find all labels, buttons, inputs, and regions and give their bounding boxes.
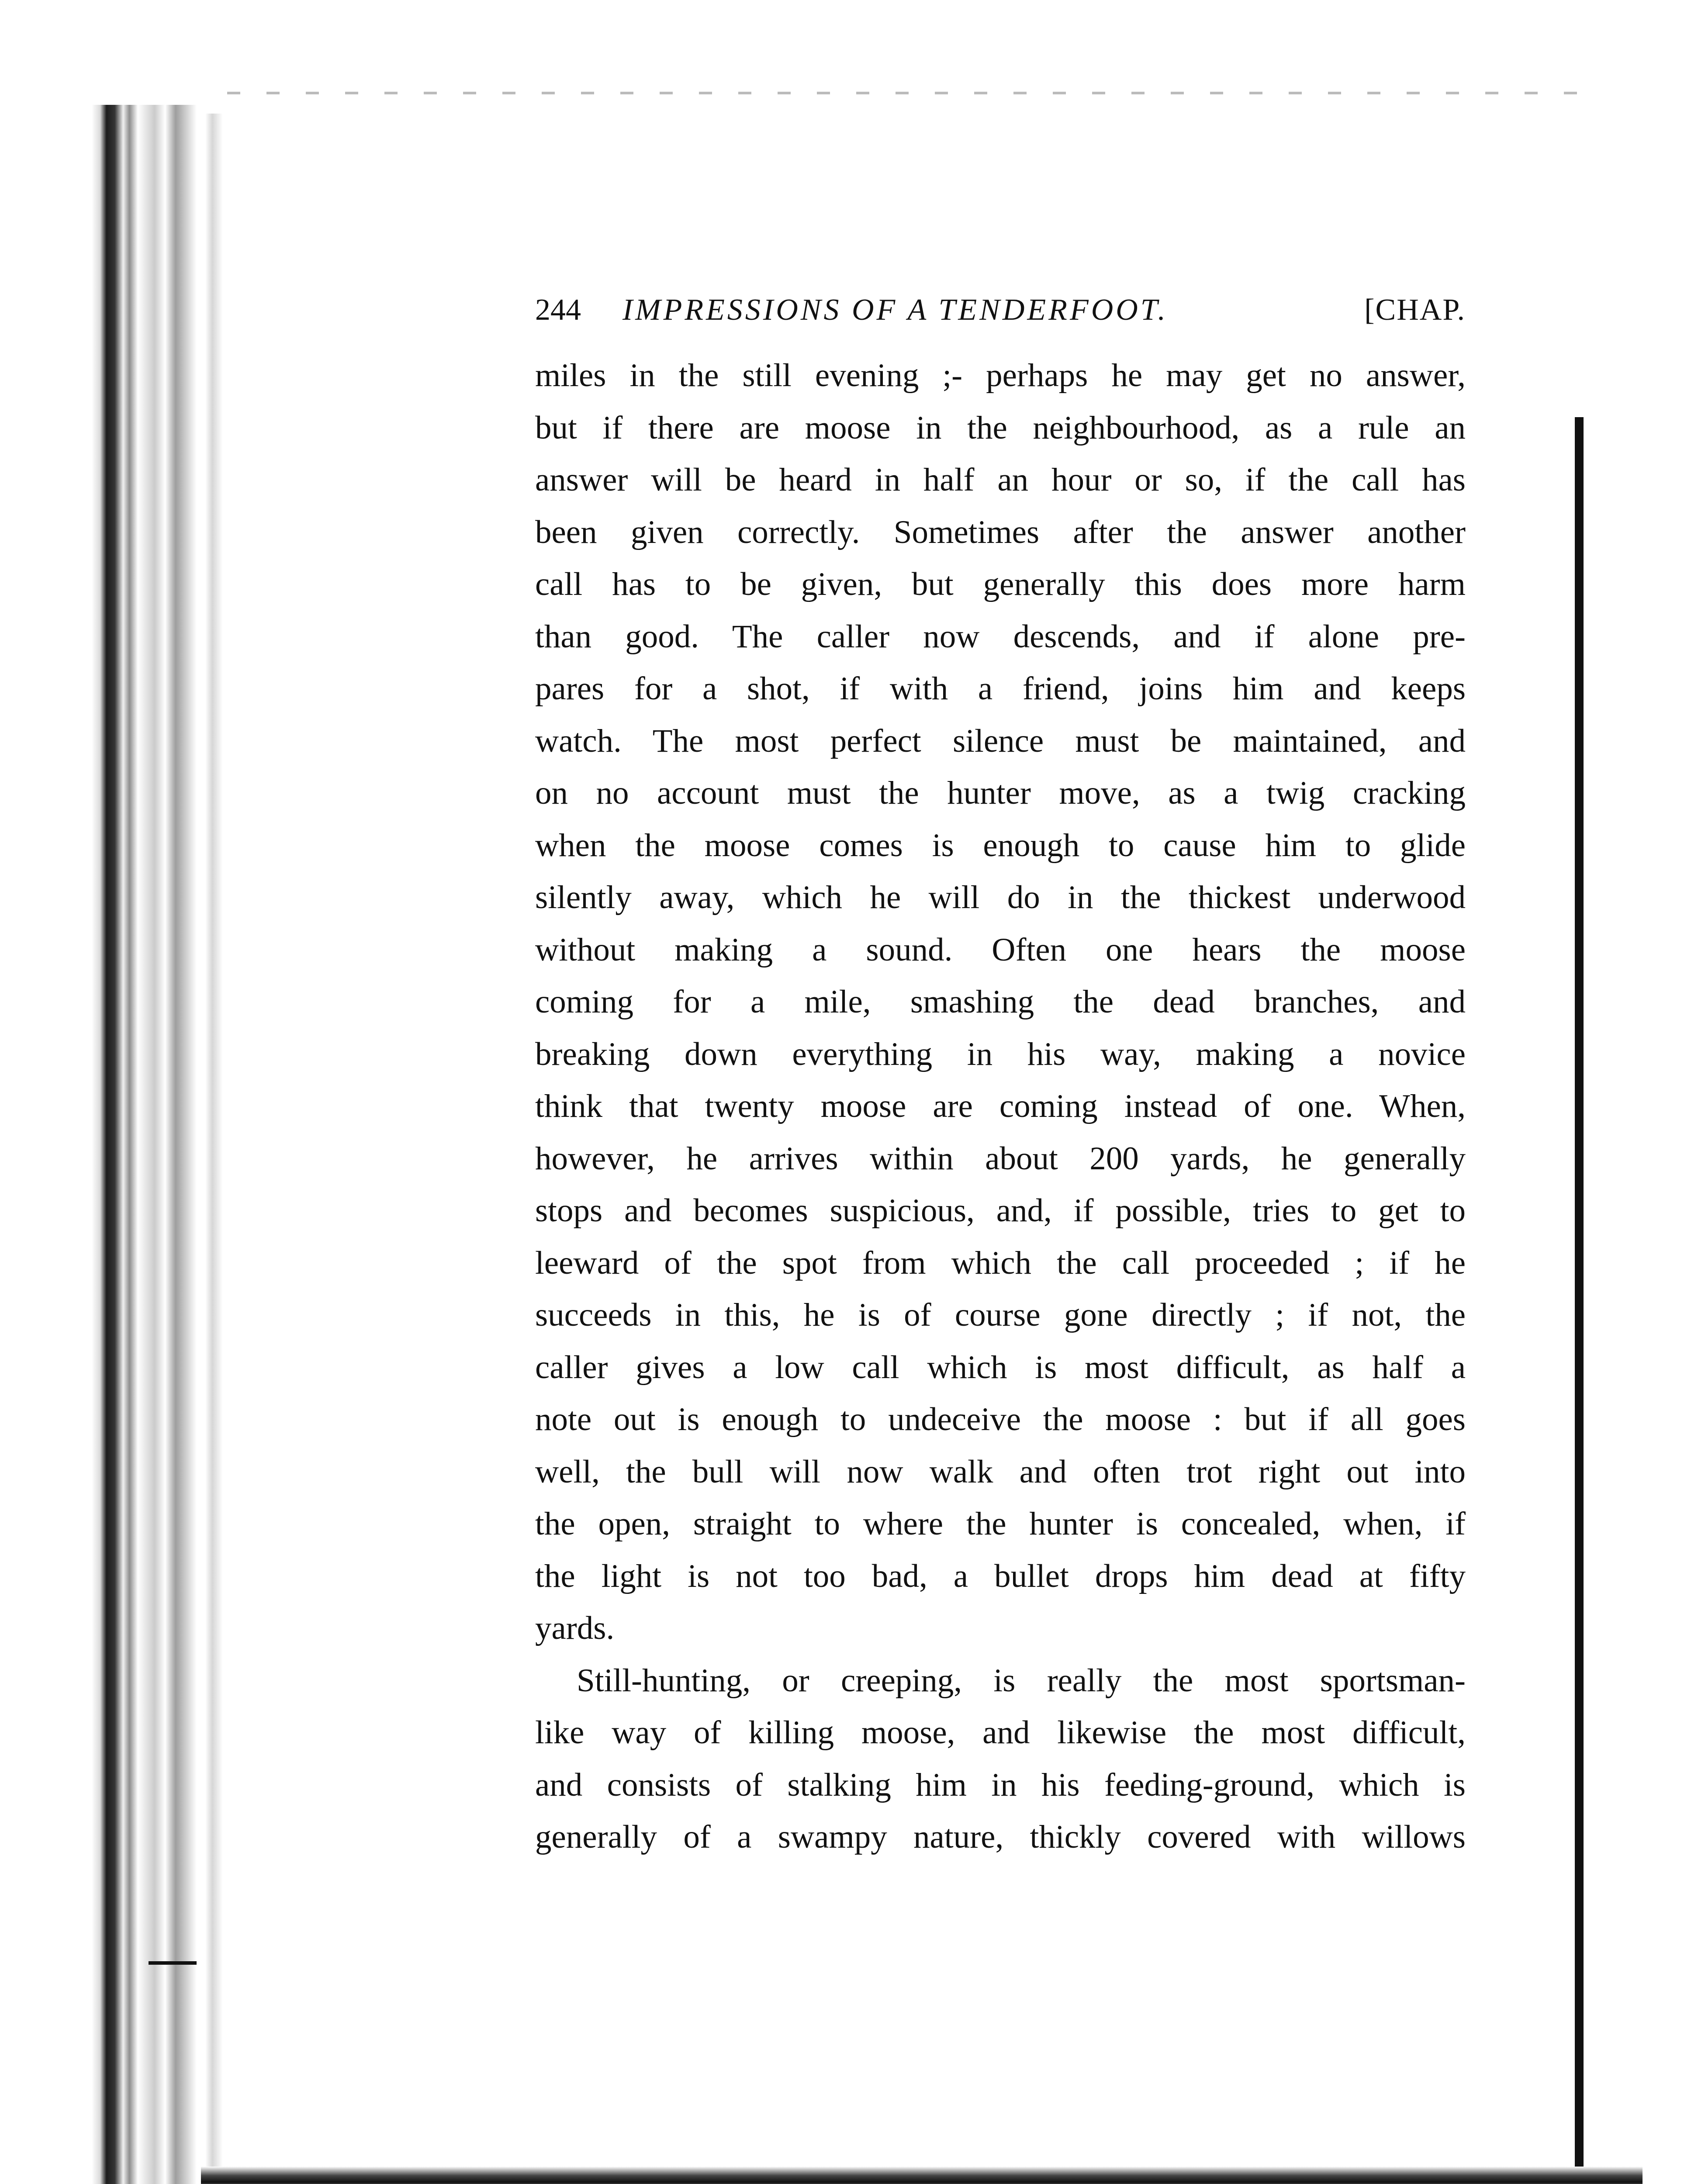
margin-mark bbox=[149, 1961, 197, 1965]
text-line: on no account must the hunter move, as a twig cracking bbox=[535, 775, 1466, 811]
text-line: succeeds in this, he is of course gone directly ; if not, the bbox=[535, 1297, 1466, 1333]
text-line: generally of a swampy nature, thickly covered with willows bbox=[535, 1819, 1466, 1855]
running-title: IMPRESSIONS OF A TENDERFOOT. bbox=[622, 293, 1169, 327]
text-line: note out is enough to undeceive the moose : but if all goes bbox=[535, 1401, 1466, 1438]
text-line: leeward of the spot from which the call proceeded ; if he bbox=[535, 1244, 1466, 1281]
text-line: than good. The caller now descends, and if alone pre- bbox=[535, 618, 1466, 655]
book-page bbox=[535, 284, 1466, 1863]
text-line: breaking down everything in his way, making a novice bbox=[535, 1036, 1466, 1072]
binding-gutter bbox=[205, 114, 223, 2184]
text-line: well, the bull will now walk and often trot right out into bbox=[535, 1453, 1466, 1490]
text-line: miles in the still evening ;- perhaps he may get no answer, bbox=[535, 357, 1466, 394]
paragraph-2 bbox=[535, 1655, 1466, 1863]
text-line: silently away, which he will do in the thickest underwood bbox=[535, 879, 1466, 916]
text-line: but if there are moose in the neighbourhood, as a rule an bbox=[535, 409, 1466, 446]
paragraph-1 bbox=[535, 349, 1466, 1655]
text-line: yards. bbox=[535, 1610, 615, 1646]
text-line: caller gives a low call which is most difficult, as half a bbox=[535, 1349, 1466, 1386]
page-right-edge bbox=[1575, 417, 1584, 2173]
text-line: like way of killing moose, and likewise the most difficult, bbox=[535, 1714, 1466, 1751]
text-line: the open, straight to where the hunter is concealed, when, if bbox=[535, 1506, 1466, 1542]
page-bottom-edge bbox=[201, 2167, 1643, 2184]
text-line: call has to be given, but generally this does more harm bbox=[535, 566, 1466, 602]
text-line: been given correctly. Sometimes after the answer another bbox=[535, 514, 1466, 550]
chapter-marker: [CHAP. bbox=[1364, 293, 1466, 327]
text-line: coming for a mile, smashing the dead branches, and bbox=[535, 984, 1466, 1020]
text-line: think that twenty moose are coming instead of one. When, bbox=[535, 1088, 1466, 1124]
text-line: the light is not too bad, a bullet drops him dead at fifty bbox=[535, 1558, 1466, 1594]
text-line: stops and becomes suspicious, and, if possible, tries to get to bbox=[535, 1192, 1466, 1229]
text-line: pares for a shot, if with a friend, joins him and keeps bbox=[535, 670, 1466, 707]
text-line: without making a sound. Often one hears the moose bbox=[535, 931, 1466, 968]
page-number: 244 bbox=[535, 293, 581, 327]
page-top-edge bbox=[227, 92, 1590, 94]
text-line: however, he arrives within about 200 yards, he generally bbox=[535, 1140, 1466, 1177]
binding-shadow bbox=[92, 105, 197, 2184]
text-line: Still-hunting, or creeping, is really the most sportsman- bbox=[577, 1662, 1466, 1699]
text-line: and consists of stalking him in his feeding-ground, which is bbox=[535, 1766, 1466, 1803]
text-line: answer will be heard in half an hour or so, if the call has bbox=[535, 462, 1466, 498]
running-head bbox=[535, 284, 1466, 349]
text-line: when the moose comes is enough to cause him to glide bbox=[535, 827, 1466, 864]
text-line: watch. The most perfect silence must be maintained, and bbox=[535, 722, 1466, 759]
